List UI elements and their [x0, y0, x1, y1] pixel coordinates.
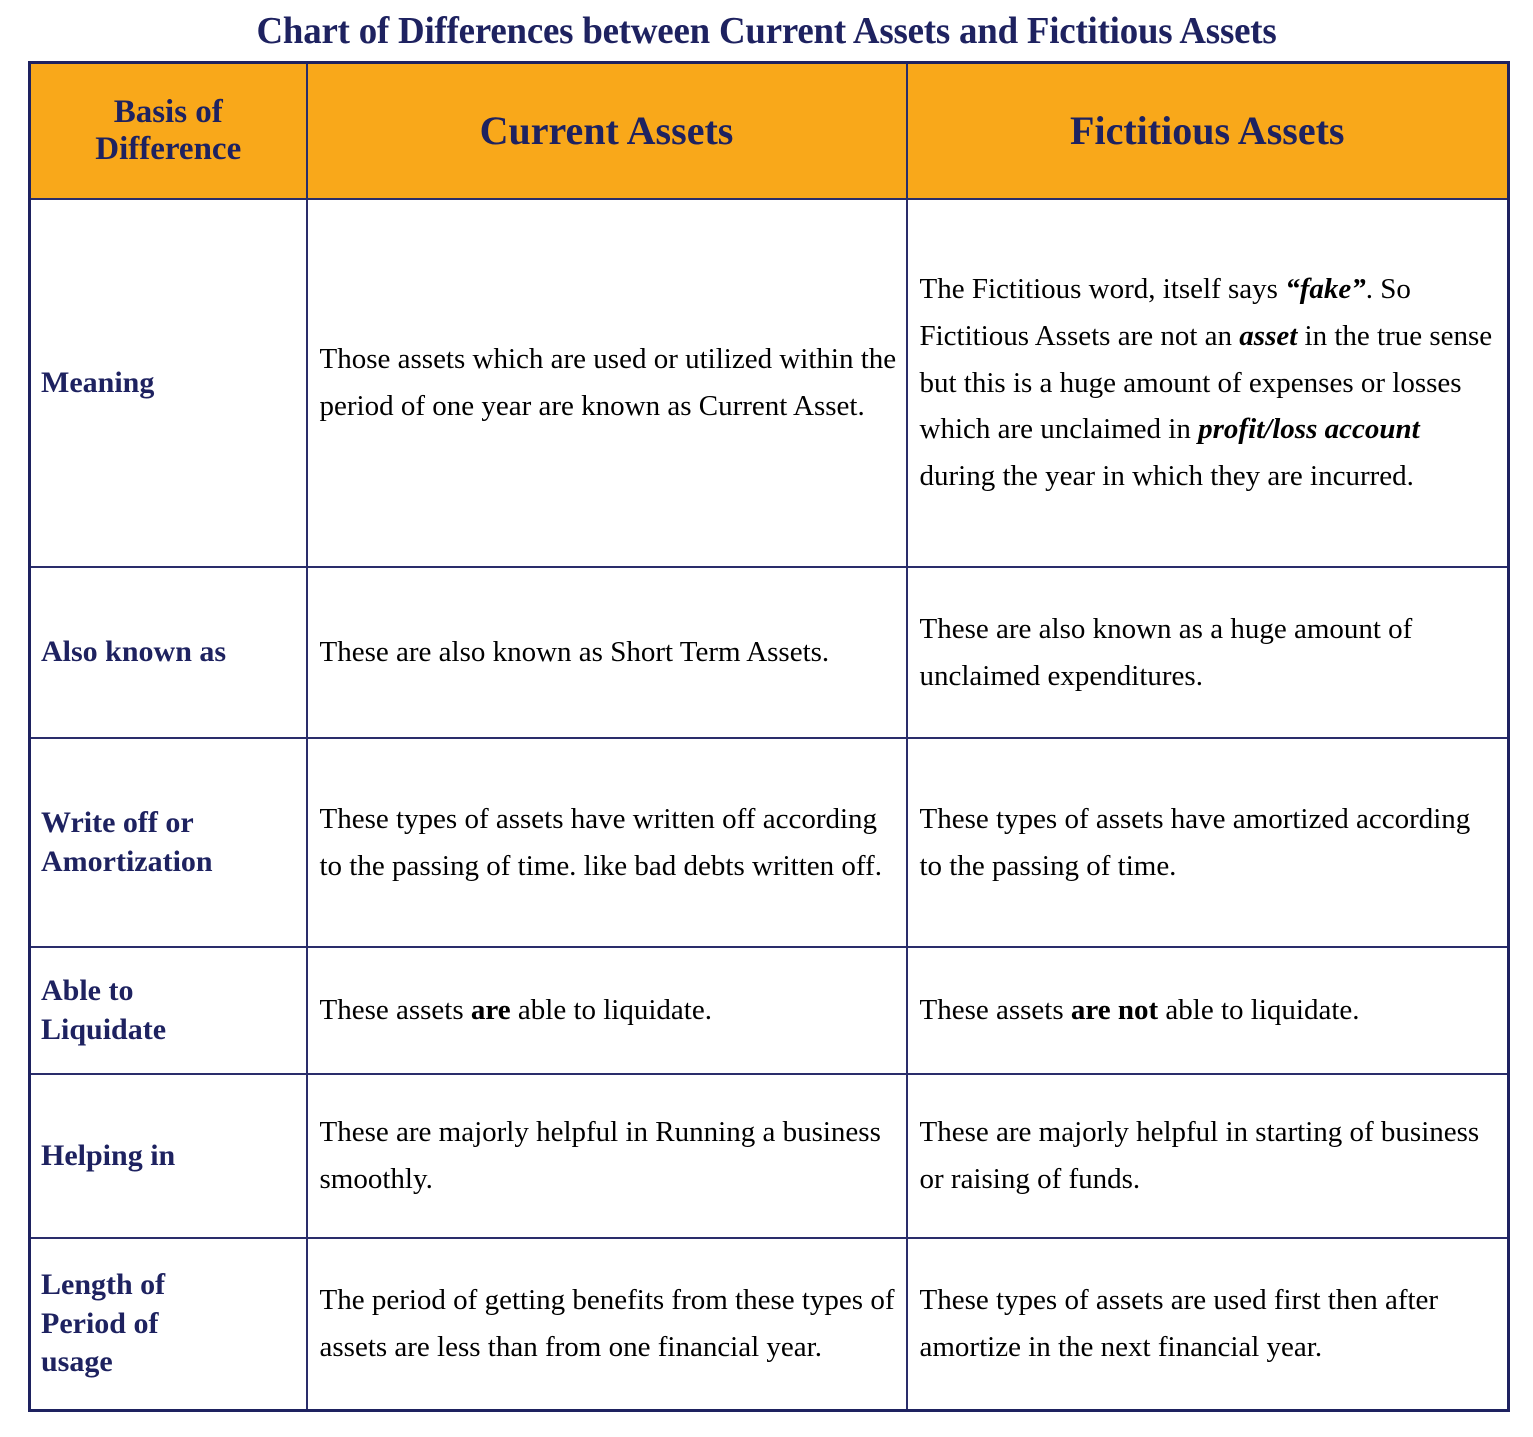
row-basis-label	[30, 1238, 307, 1410]
page-title: Chart of Differences between Current Assets and Fictitious Assets	[256, 10, 1277, 52]
row-basis-line2: Period of	[41, 1306, 159, 1340]
header-row	[30, 63, 1509, 200]
row-basis-line2: Amortization	[41, 844, 213, 878]
row-current-assets-cell: These types of assets have written off according to the passing of time. like bad debts written off.	[307, 738, 907, 947]
row-basis-label	[30, 947, 307, 1074]
row-basis-label: Meaning	[30, 199, 307, 567]
comparison-table	[28, 61, 1510, 1412]
column-header-current-assets: Current Assets	[307, 63, 907, 200]
table-body	[30, 199, 1509, 1410]
table-row	[30, 738, 1509, 947]
table-row	[30, 199, 1509, 567]
row-basis-line2: Liquidate	[41, 1012, 167, 1046]
row-basis-label	[30, 738, 307, 947]
row-fictitious-assets-cell: These types of assets have amortized according to the passing of time.	[907, 738, 1509, 947]
column-header-basis-line1: Basis of	[113, 94, 223, 131]
row-fictitious-assets-cell: The Fictitious word, itself says “fake”. So Fictitious Assets are not an asset in the true sense but this is a huge amount of expenses or losses which are unclaimed in profit/loss account during the year in which they are incurred.	[907, 199, 1509, 567]
row-basis-line1: Write off or	[41, 806, 194, 840]
row-current-assets-cell: These are majorly helpful in Running a business smoothly.	[307, 1074, 907, 1238]
row-current-assets-cell: These are also known as Short Term Assets.	[307, 567, 907, 738]
row-basis-label: Helping in	[30, 1074, 307, 1238]
row-current-assets-cell: The period of getting benefits from these types of assets are less than from one financial year.	[307, 1238, 907, 1410]
table-header	[30, 63, 1509, 200]
column-header-fictitious-assets: Fictitious Assets	[907, 63, 1509, 200]
row-current-assets-cell: Those assets which are used or utilized within the period of one year are known as Current Asset.	[307, 199, 907, 567]
column-header-basis	[30, 63, 307, 200]
row-basis-line1: Length of	[41, 1268, 166, 1302]
row-basis-line3: usage	[41, 1344, 113, 1378]
row-fictitious-assets-cell: These are also known as a huge amount of unclaimed expenditures.	[907, 567, 1509, 738]
table-row	[30, 947, 1509, 1074]
column-header-basis-line2: Difference	[95, 131, 242, 167]
row-fictitious-assets-cell: These are majorly helpful in starting of business or raising of funds.	[907, 1074, 1509, 1238]
row-fictitious-assets-cell: These assets are not able to liquidate.	[907, 947, 1509, 1074]
table-row	[30, 1238, 1509, 1410]
table-row	[30, 567, 1509, 738]
row-basis-line1: Able to	[41, 974, 134, 1008]
row-current-assets-cell: These assets are able to liquidate.	[307, 947, 907, 1074]
row-fictitious-assets-cell: These types of assets are used first then after amortize in the next financial year.	[907, 1238, 1509, 1410]
row-basis-label: Also known as	[30, 567, 307, 738]
table-row	[30, 1074, 1509, 1238]
comparison-table-container	[28, 61, 1507, 1428]
